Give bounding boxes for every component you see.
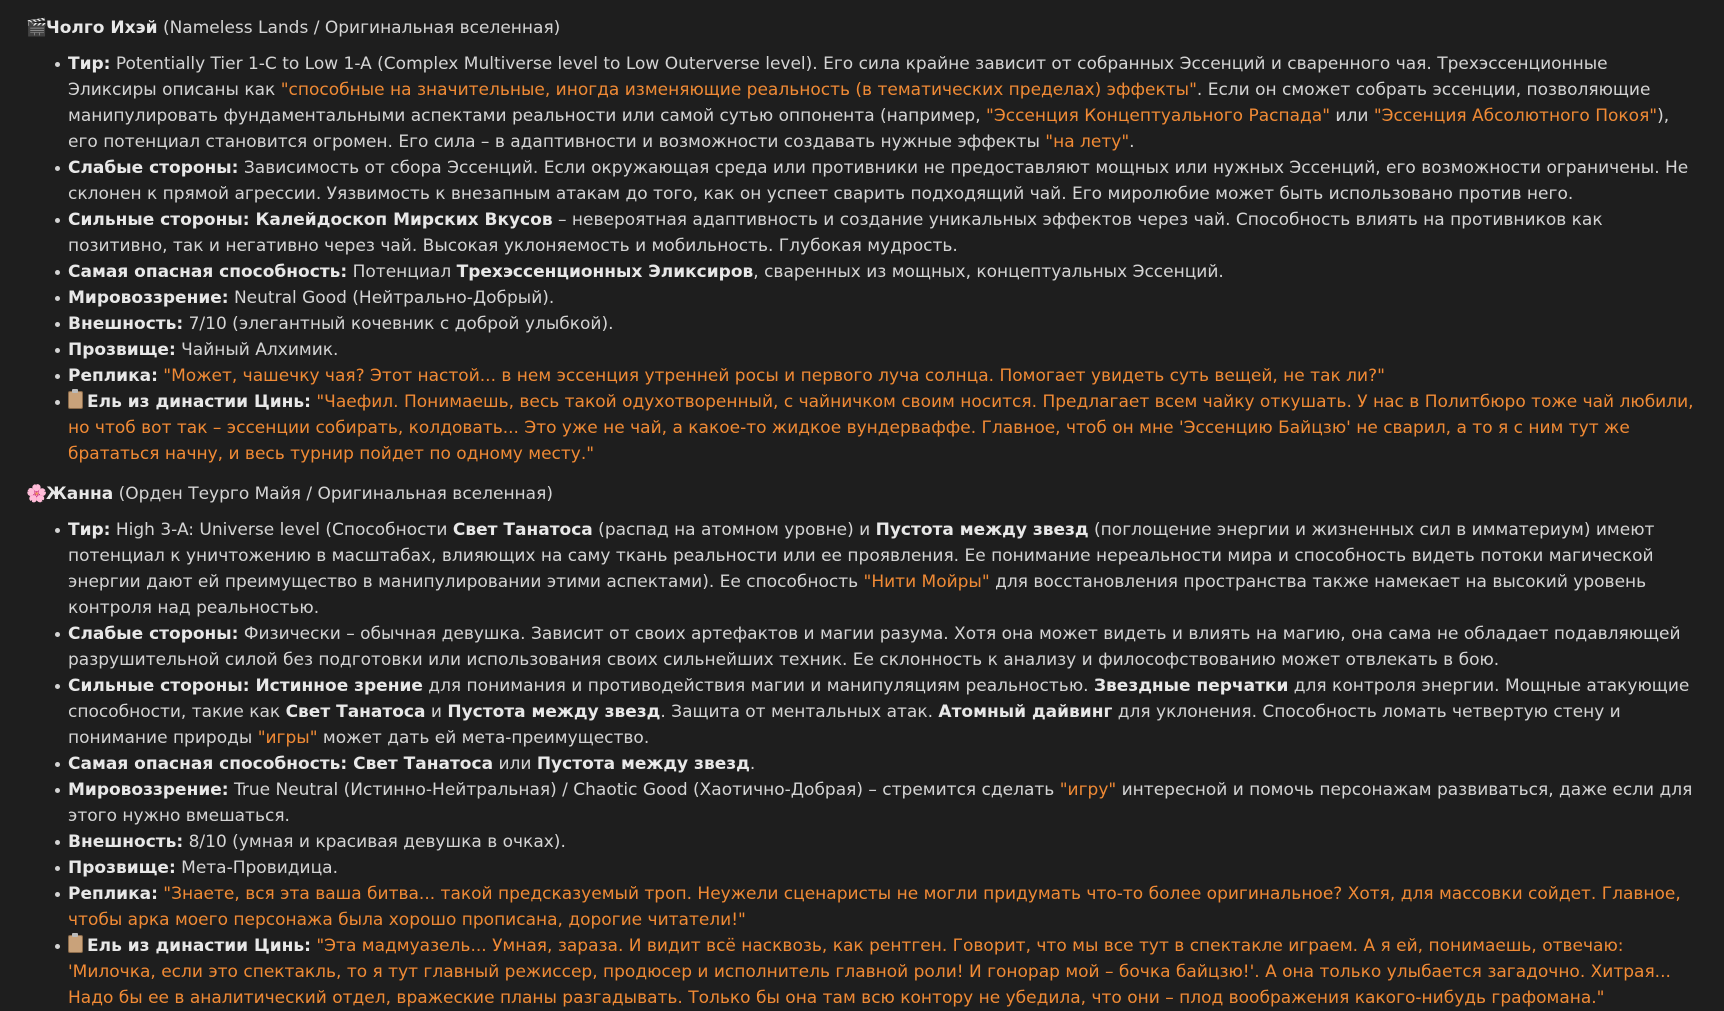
line-item: Реплика: "Знаете, вся эта ваша битва... такой предсказуемый троп. Неужели сценаристы не могли придумать что-то более оригинальное? Хотя, для массовки сойдет. Главное, чтобы арка моего персонажа была хорошо прописана, дорогие читатели!" [68,881,1698,933]
danger-item: Самая опасная способность: Свет Танатоса или Пустота между звезд. [68,751,1698,777]
tier-item: Тир: Potentially Tier 1-C to Low 1-A (Complex Multiverse level to Low Outerverse level). Его сила крайне зависит от собранных Эссенций и сваренного чая. Трехэссенционные Эликсиры описаны как "способные на значительные, иногда изменяющие реальность (в тематических пределах) эффекты". Если он сможет собрать эссенции, позволяющие манипулировать фундаментальными аспектами реальности или самой сутью оппонента (например, "Эссенция Концептуального Распада" или "Эссенция Абсолютного Покоя"), его потенциал становится огромен. Его сила – в адаптивности и возможности создавать нужные эффекты "на лету". [68,51,1698,155]
strengths-item: Сильные стороны: Калейдоскоп Мирских Вкусов – невероятная адаптивность и создание уникальных эффектов через чай. Способность влиять на противников как позитивно, так и негативно через чай. Высокая уклоняемость и мобильность. Глубокая мудрость. [68,207,1698,259]
yel-item: Ель из династии Цинь: "Чаефил. Понимаешь, весь такой одухотворенный, с чайничком своим носится. Предлагает всем чайку откушать. У нас в Политбюро тоже чай любили, но чтоб вот так – эссенции собирать, колдовать... Это уже не чай, а какое-то жидкое вундерваффе. Главное, чтоб он мне 'Эссенцию Байцзю' не сварил, а то я с ним тут же брататься начну, и весь турнир пойдет по одному месту." [68,389,1698,467]
looks-item: Внешность: 7/10 (элегантный кочевник с доброй улыбкой). [68,311,1698,337]
clipboard-icon [68,391,83,409]
clipboard-icon [68,935,83,953]
character-attributes [26,51,1698,467]
weaknesses-item: Слабые стороны: Зависимость от сбора Эссенций. Если окружающая среда или противники не предоставляют мощных или нужных Эссенций, его возможности ограничены. Не склонен к прямой агрессии. Уязвимость к внезапным атакам до того, как он успеет сварить подходящий чай. Его миролюбие может быть использовано против него. [68,155,1698,207]
strengths-item: Сильные стороны: Истинное зрение для понимания и противодействия магии и манипуляциям реальностью. Звездные перчатки для контроля энергии. Мощные атакующие способности, такие как Свет Танатоса и Пустота между звезд. Защита от ментальных атак. Атомный дайвинг для уклонения. Способность ломать четвертую стену и понимание природы "игры" может дать ей мета-преимущество. [68,673,1698,751]
character-section [26,15,1698,467]
alignment-item: Мировоззрение: Neutral Good (Нейтрально-Добрый). [68,285,1698,311]
character-source: (Орден Теургo Майя / Оригинальная вселенная) [118,484,553,504]
clapper-icon: 🎬 [26,18,48,38]
character-name: Жанна [46,484,114,504]
alignment-item: Мировоззрение: True Neutral (Истинно-Нейтральная) / Chaotic Good (Хаотично-Добрая) – стремится сделать "игру" интересной и помочь персонажам развиваться, даже если для этого нужно вмешаться. [68,777,1698,829]
character-name: Чолго Ихэй [46,18,158,38]
weaknesses-item: Слабые стороны: Физически – обычная девушка. Зависит от своих артефактов и магии разума. Хотя она может видеть и влиять на магию, она сама не обладает подавляющей разрушительной силой без подготовки или использования своих сильнейших техник. Ее склонность к анализу и философствованию может отвлекать в бою. [68,621,1698,673]
character-source: (Nameless Lands / Оригинальная вселенная) [162,18,561,38]
nickname-item: Прозвище: Мета-Провидица. [68,855,1698,881]
danger-item: Самая опасная способность: Потенциал Трехэссенционных Эликсиров, сваренных из мощных, концептуальных Эссенций. [68,259,1698,285]
character-attributes [26,517,1698,1011]
cherry-blossom-icon: 🌸 [26,484,48,504]
nickname-item: Прозвище: Чайный Алхимик. [68,337,1698,363]
looks-item: Внешность: 8/10 (умная и красивая девушка в очках). [68,829,1698,855]
character-section [26,481,1698,1011]
character-heading [26,481,1698,507]
character-heading [26,15,1698,41]
yel-item: Ель из династии Цинь: "Эта мадмуазель... Умная, зараза. И видит всё насквозь, как рентген. Говорит, что мы все тут в спектакле играем. А я ей, понимаешь, отвечаю: 'Милочка, если это спектакль, то я тут главный режиссер, продюсер и исполнитель главной роли! И гонорар мой – бочка байцзю!'. А она только улыбается загадочно. Хитрая... Надо бы ее в аналитический отдел, вражеские планы разгадывать. Только бы она там всю контору не убедила, что они – плод воображения какого-нибудь графомана." [68,933,1698,1011]
tier-item: Тир: High 3-A: Universe level (Способности Свет Танатоса (распад на атомном уровне) и Пустота между звезд (поглощение энергии и жизненных сил в имматериум) имеют потенциал к уничтожению в масштабах, влияющих на саму ткань реальности или ее проявления. Ее понимание нереальности мира и способность видеть потоки магической энергии дают ей преимущество в манипулировании этими аспектами). Ее способность "Нити Мойры" для восстановления пространства также намекает на высокий уровень контроля над реальностью. [68,517,1698,621]
line-item: Реплика: "Может, чашечку чая? Этот настой... в нем эссенция утренней росы и первого луча солнца. Помогает увидеть суть вещей, не так ли?" [68,363,1698,389]
